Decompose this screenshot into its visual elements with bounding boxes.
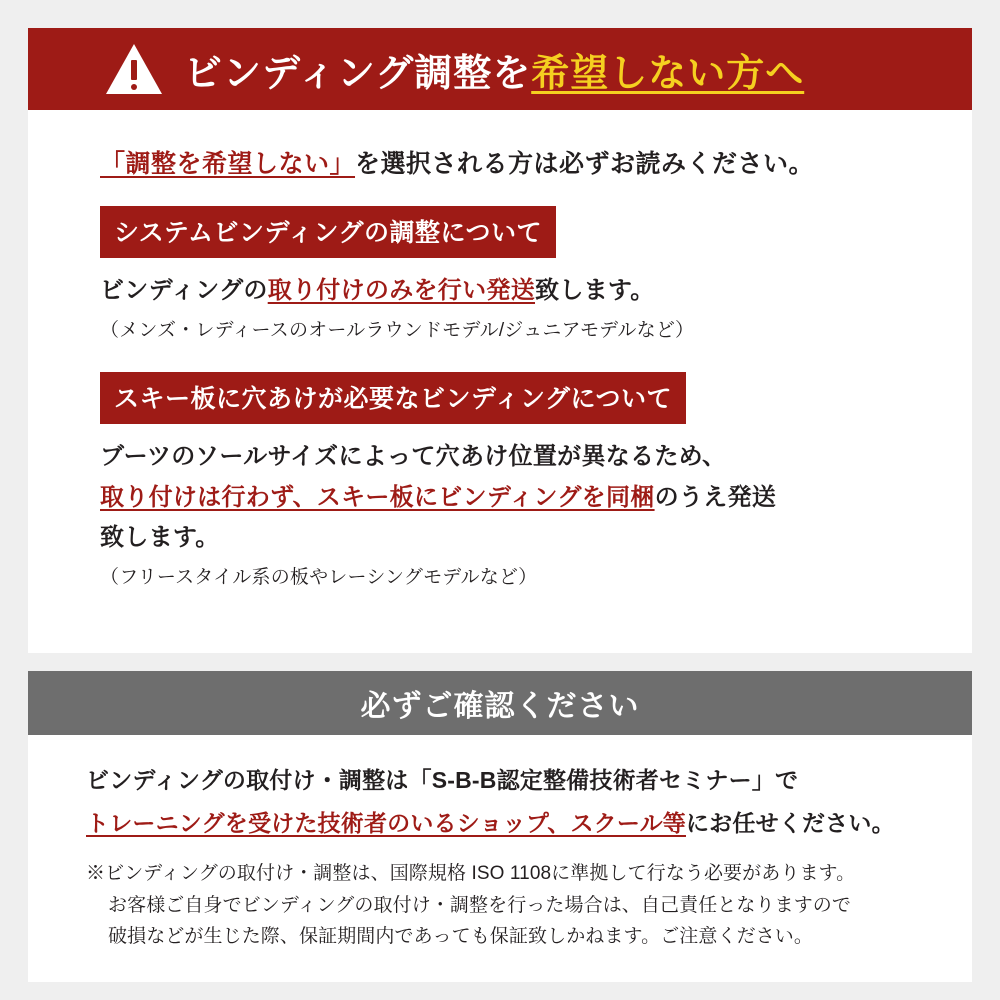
warning-banner-title <box>184 42 804 97</box>
confirm-line-2-emphasis: トレーニングを受けた技術者のいるショップ、スクール等 <box>86 809 686 836</box>
system-binding-prefix: ビンディングの <box>100 277 268 304</box>
drilling-line-1: ブーツのソールサイズによって穴あけ位置が異なるため、 <box>100 442 727 470</box>
drilling-line-2-suffix: のうえ発送 <box>654 483 777 511</box>
warning-banner <box>28 28 972 110</box>
lead-emphasis: 「調整を希望しない」 <box>100 150 356 178</box>
section-heading-system-binding: システムビンディングの調整について <box>100 206 556 258</box>
drilling-line-2-emphasis: 取り付けは行わず、スキー板にビンディングを同梱 <box>100 483 655 511</box>
drilling-line-2 <box>100 481 912 516</box>
confirm-body <box>28 735 972 982</box>
fineprint-line-3: 破損などが生じた際、保証期間内であっても保証致しかねます。ご注意ください。 <box>108 925 813 947</box>
drilling-line-3: 致します。 <box>100 524 220 552</box>
drilling-note: （フリースタイル系の板やレーシングモデルなど） <box>100 567 538 589</box>
confirm-banner <box>28 671 972 735</box>
fineprint-block <box>86 858 922 952</box>
lead-rest: を選択される方は必ずお読みください。 <box>355 150 815 178</box>
system-binding-note: （メンズ・レディースのオールラウンドモデル/ジュニアモデルなど） <box>100 319 695 341</box>
warning-banner-title-plain: ビンディング調整を <box>184 52 532 95</box>
fineprint-line-1: ※ビンディングの取付け・調整は、国際規格 ISO 1108に準拠して行なう必要があります。 <box>86 863 856 885</box>
warning-banner-title-highlight: 希望しない方へ <box>531 52 805 95</box>
system-binding-line <box>100 274 912 309</box>
confirm-line-1: ビンディングの取付け・調整は「S-B-B認定整備技術者セミナー」で <box>86 767 799 794</box>
confirm-line-2-suffix: にお任せください。 <box>685 809 895 836</box>
section-heading-drilling-binding: スキー板に穴あけが必要なビンディングについて <box>100 372 686 424</box>
lead-text <box>100 144 912 180</box>
confirm-banner-title: 必ずご確認ください <box>360 690 640 724</box>
section-drilling-binding <box>100 372 912 589</box>
section-system-binding <box>100 206 912 342</box>
please-confirm-card <box>28 671 972 982</box>
system-binding-emphasis: 取り付けのみを行い発送 <box>267 277 536 304</box>
binding-adjustment-notice-card <box>28 28 972 653</box>
system-binding-suffix: 致します。 <box>535 277 655 304</box>
confirm-line-2 <box>86 806 922 841</box>
warning-triangle-icon <box>106 44 162 94</box>
notice-body <box>28 110 972 653</box>
fineprint-line-2: お客様ご自身でビンディングの取付け・調整を行った場合は、自己責任となりますので <box>108 894 852 916</box>
